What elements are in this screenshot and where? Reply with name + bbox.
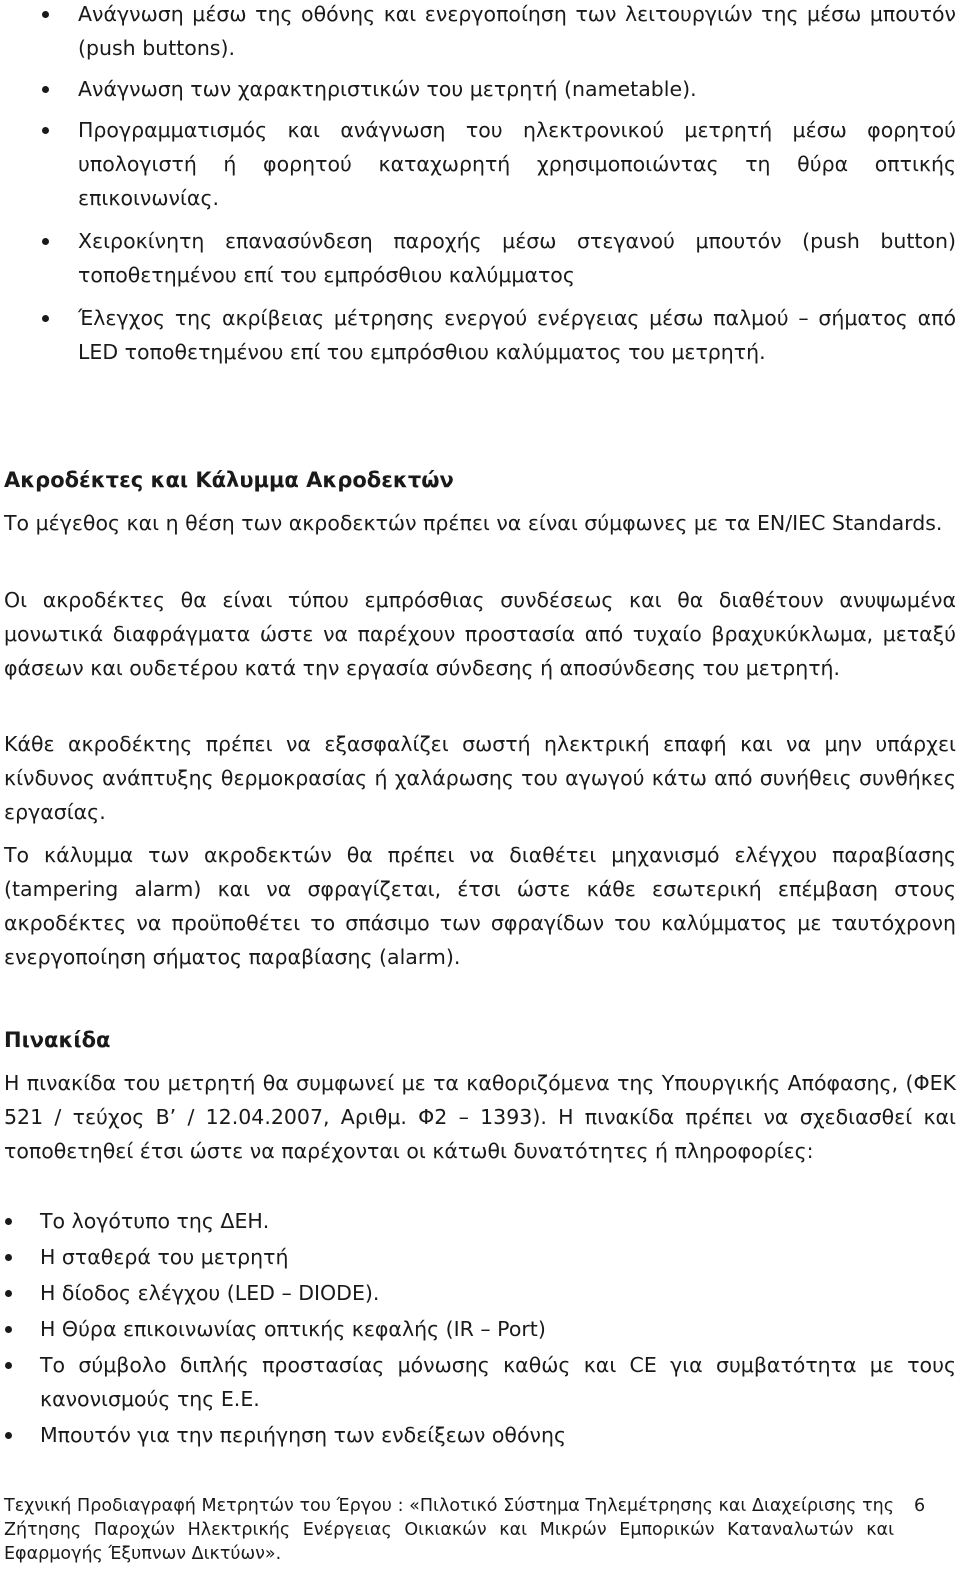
list-item: Το σύμβολο διπλής προστασίας μόνωσης καθώς και CE για συμβατότητα με τους κανονισμούς της Ε.Ε. [40,1353,956,1411]
list-item: Έλεγχος της ακρίβειας μέτρησης ενεργού ενέργειας μέσω παλμού – σήματος από LED τοποθετημένου επί του εμπρόσθιου καλύμματος του μετρητή. [78,306,956,364]
bullet-dot [5,1218,12,1225]
list-item: Το λογότυπο της ΔΕΗ. [40,1209,270,1233]
list-item: Χειροκίνητη επανασύνδεση παροχής μέσω στεγανού μπουτόν (push button) τοποθετημένου επί του εμπρόσθιου καλύμματος [78,229,956,287]
list-item: Η σταθερά του μετρητή [40,1245,289,1269]
paragraph: Το κάλυμμα των ακροδεκτών θα πρέπει να διαθέτει μηχανισμό ελέγχου παραβίασης (tampering alarm) και να σφραγίζεται, έτσι ώστε κάθε εσωτερική επέμβαση στους ακροδέκτες να προϋποθέτει το σπάσιμο των σφραγίδων του καλύμματος με ταυτόχρονη ενεργοποίηση σήματος παραβίασης (alarm). [4,843,956,969]
bullet-dot [42,11,49,18]
section-heading-plate: Πινακίδα [4,1028,111,1052]
bullet-dot [5,1290,12,1297]
bullet-dot [5,1326,12,1333]
list-item: Μπουτόν για την περιήγηση των ενδείξεων οθόνης [40,1423,566,1447]
paragraph: Κάθε ακροδέκτης πρέπει να εξασφαλίζει σωστή ηλεκτρική επαφή και να μην υπάρχει κίνδυνος ανάπτυξης θερμοκρασίας ή χαλάρωσης του αγωγού κάτω από συνήθεις συνθήκες εργασίας. [4,732,956,824]
list-item: Η Θύρα επικοινωνίας οπτικής κεφαλής (IR – Port) [40,1317,546,1341]
bullet-dot [5,1432,12,1439]
list-item: Ανάγνωση των χαρακτηριστικών του μετρητή (nametable). [78,77,697,101]
paragraph: Οι ακροδέκτες θα είναι τύπου εμπρόσθιας συνδέσεως και θα διαθέτουν ανυψωμένα μονωτικά διαφράγματα ώστε να παρέχουν προστασία από τυχαίο βραχυκύκλωμα, μεταξύ φάσεων και ουδετέρου κατά την εργασία σύνδεσης ή αποσύνδεσης του μετρητή. [4,588,956,680]
page-number: 6 [914,1496,926,1516]
page-footer: Τεχνική Προδιαγραφή Μετρητών του Έργου : «Πιλοτικό Σύστημα Τηλεμέτρησης και Διαχείρισης της Ζήτησης Παροχών Ηλεκτρικής Ενέργειας Οικιακών και Μικρών Εμπορικών Καταναλωτών και Εφαρμογής Έξυπνων Δικτύων». [4,1496,894,1564]
list-item: Ανάγνωση μέσω της οθόνης και ενεργοποίηση των λειτουργιών της μέσω μπουτόν (push buttons). [78,2,956,60]
bullet-dot [42,315,49,322]
section-heading-terminals: Ακροδέκτες και Κάλυμμα Ακροδεκτών [4,468,454,492]
list-item: Προγραμματισμός και ανάγνωση του ηλεκτρονικού μετρητή μέσω φορητού υπολογιστή ή φορητού καταχωρητή χρησιμοποιώντας τη θύρα οπτικής επικοινωνίας. [78,118,956,210]
bullet-dot [42,86,49,93]
paragraph: Το μέγεθος και η θέση των ακροδεκτών πρέπει να είναι σύμφωνες με τα EN/IEC Standards. [4,511,943,535]
list-item: Η δίοδος ελέγχου (LED – DIODE). [40,1281,380,1305]
bullet-dot [5,1254,12,1261]
bullet-dot [5,1362,12,1369]
bullet-dot [42,127,49,134]
bullet-dot [42,238,49,245]
paragraph: Η πινακίδα του μετρητή θα συμφωνεί με τα καθοριζόμενα της Υπουργικής Απόφασης, (ΦΕΚ 521 / τεύχος Β’ / 12.04.2007, Αριθμ. Φ2 – 1393). Η πινακίδα πρέπει να σχεδιασθεί και τοποθετηθεί έτσι ώστε να παρέχονται οι κάτωθι δυνατότητες ή πληροφορίες: [4,1071,956,1163]
